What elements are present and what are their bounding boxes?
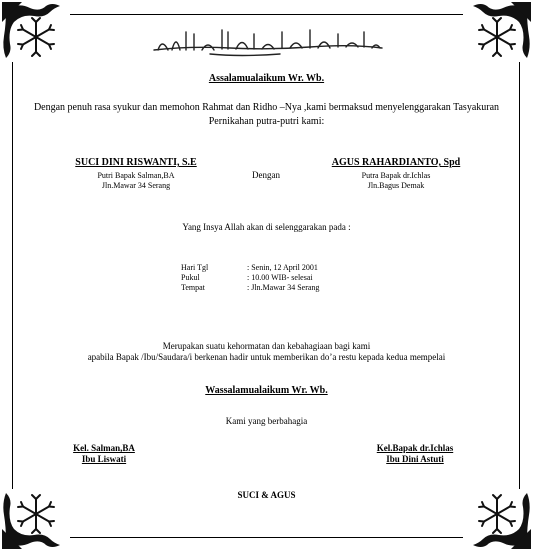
bismillah-calligraphy bbox=[150, 24, 386, 58]
family-right-line-2: Ibu Dini Astuti bbox=[386, 454, 444, 464]
snowflake-ornament-icon bbox=[0, 0, 70, 62]
event-intro: Yang Insya Allah akan di selenggarakan pada : bbox=[182, 222, 351, 232]
intro-line-2: Pernikahan putra-putri kami: bbox=[208, 116, 325, 127]
bride-address: Jln.Mawar 34 Serang bbox=[101, 181, 171, 190]
detail-value-time: : 10.00 WIB- selesai bbox=[247, 273, 313, 282]
intro-line-1: Dengan penuh rasa syukur dan memohon Rahmat dan Ridho –Nya ,kami bermaksud menyelenggarakan Tasyakuran bbox=[33, 102, 500, 113]
couple-signature: SUCI & AGUS bbox=[237, 490, 296, 500]
detail-label-date: Hari Tgl bbox=[181, 263, 209, 272]
honor-line-2: apabila Bapak /Ibu/Saudara/i berkenan hadir untuk memberikan do’a restu kepada kedua mempelai bbox=[87, 352, 446, 362]
connector-text: Dengan bbox=[252, 170, 280, 180]
family-left-line-2: Ibu Liswati bbox=[81, 454, 127, 464]
detail-value-place: : Jln.Mawar 34 Serang bbox=[247, 283, 320, 292]
detail-label-place: Tempat bbox=[181, 283, 205, 292]
corner-ornament-top-left bbox=[0, 0, 70, 62]
groom-address: Jln.Bagus Demak bbox=[367, 181, 425, 190]
calligraphy-icon bbox=[150, 24, 386, 58]
snowflake-ornament-icon bbox=[463, 0, 533, 62]
family-right-line-1: Kel.Bapak dr.Ichlas bbox=[376, 443, 454, 453]
groom-name: AGUS RAHARDIANTO, Spd bbox=[331, 157, 461, 168]
detail-value-date: : Senin, 12 April 2001 bbox=[247, 263, 318, 272]
corner-ornament-top-right bbox=[463, 0, 533, 62]
closing-greeting: Wassalamualaikum Wr. Wb. bbox=[205, 385, 328, 396]
bride-parent: Putri Bapak Salman,BA bbox=[97, 171, 175, 180]
bride-name: SUCI DINI RISWANTI, S.E bbox=[75, 157, 197, 168]
honor-line-1: Merupakan suatu kehormatan dan kebahagiaan bagi kami bbox=[162, 341, 371, 351]
sender-intro: Kami yang berbahagia bbox=[225, 416, 308, 426]
groom-parent: Putra Bapak dr.Ichlas bbox=[361, 171, 431, 180]
family-left-line-1: Kel. Salman,BA bbox=[73, 443, 135, 453]
opening-greeting: Assalamualaikum Wr. Wb. bbox=[208, 73, 325, 84]
detail-label-time: Pukul bbox=[181, 273, 200, 282]
